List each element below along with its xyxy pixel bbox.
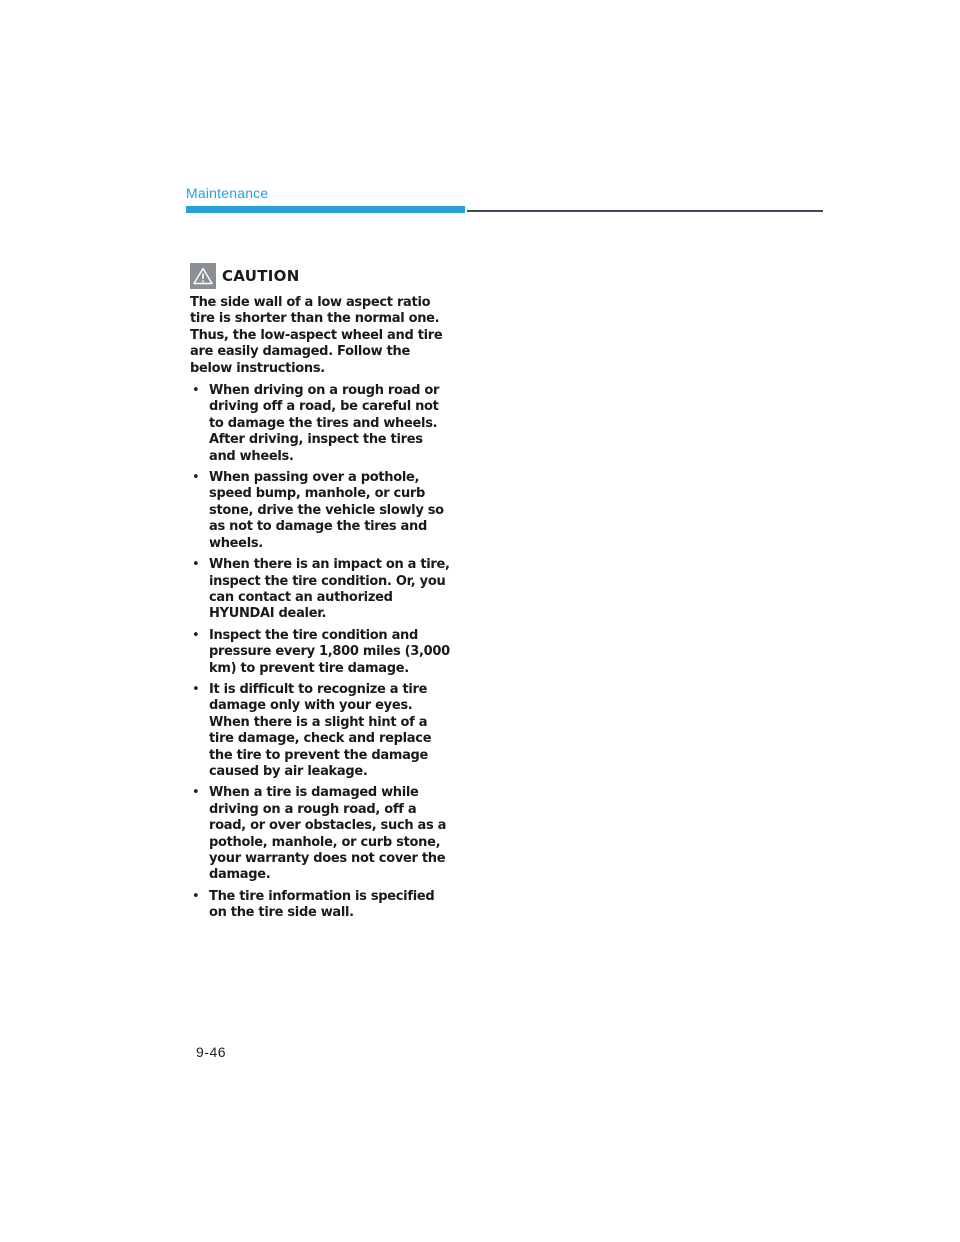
caution-box bbox=[190, 263, 452, 927]
list-item: • When driving on a rough road or driving off a road, be careful not to damage the tires and wheels. After driving, inspect the tires and wheels. bbox=[190, 383, 452, 465]
caution-intro: The side wall of a low aspect ratio tire is shorter than the normal one. Thus, the low-aspect wheel and tire are easily damaged. Follow the below instructions. bbox=[190, 295, 443, 376]
list-item: • The tire information is specified on the tire side wall. bbox=[190, 889, 452, 922]
warning-triangle-icon bbox=[190, 263, 216, 289]
header-rule bbox=[467, 210, 823, 212]
header-rule-accent bbox=[186, 206, 465, 213]
list-item: • It is difficult to recognize a tire damage only with your eyes. When there is a slight hint of a tire damage, check and replace the tire to prevent the damage caused by air leakage. bbox=[190, 682, 452, 780]
section-title: Maintenance bbox=[186, 185, 269, 201]
caution-list bbox=[190, 383, 452, 922]
list-item: • When passing over a pothole, speed bump, manhole, or curb stone, drive the vehicle slowly so as not to damage the tires and wheels. bbox=[190, 470, 452, 552]
caution-header bbox=[190, 263, 452, 289]
list-item: • When there is an impact on a tire, inspect the tire condition. Or, you can contact an authorized HYUNDAI dealer. bbox=[190, 557, 452, 623]
caution-label: CAUTION bbox=[222, 267, 300, 285]
page-number: 9-46 bbox=[196, 1044, 227, 1060]
list-item: • When a tire is damaged while driving on a rough road, off a road, or over obstacles, such as a pothole, manhole, or curb stone, your warranty does not cover the damage. bbox=[190, 785, 452, 883]
list-item: • Inspect the tire condition and pressure every 1,800 miles (3,000 km) to prevent tire damage. bbox=[190, 628, 452, 677]
